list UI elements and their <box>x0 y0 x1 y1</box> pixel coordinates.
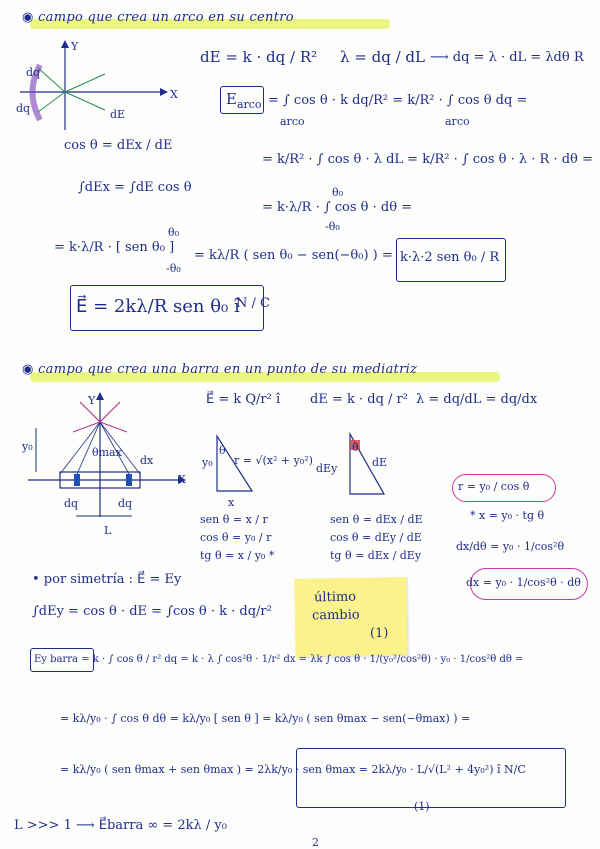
triangle-angle-label: θ <box>219 444 226 457</box>
integral-subscript: arco <box>280 115 305 128</box>
ebarra-expression: Ey barra = k · ∫ cos θ / r² dq = k · λ ∫ cos²θ · 1/r² dx = λk ∫ cos θ · 1/(y₀²/cos²θ) · y₀ · 1/cos²θ dθ = <box>34 654 524 665</box>
y-arrow-icon <box>61 40 69 48</box>
lambda-equation: λ = dq/dL = dq/dx <box>416 392 538 407</box>
trig-identity: sen θ = x / r <box>200 513 268 526</box>
earco-subscript: arco <box>236 98 262 111</box>
radius-line <box>38 68 65 92</box>
limit-expression: L >>> 1 ⟶ E⃗barra ∞ = 2kλ / y₀ <box>14 818 227 833</box>
marker-label: (1) <box>414 800 430 813</box>
ebarra-line3: = kλ/y₀ ( sen θmax + sen θmax ) = 2λk/y₀ · sen θmax = 2kλ/y₀ · L/√(L² + 4y₀²) î N/C <box>60 763 526 776</box>
triangle-angle-label: θ <box>352 441 359 454</box>
section2-title-text: campo que crea una barra en un punto de su mediatriz <box>38 362 418 377</box>
radius-line <box>38 92 65 112</box>
earco-line4b: = kλ/R ( sen θ₀ − sen(−θ₀) ) = <box>194 248 393 263</box>
ebarra-line2: = kλ/y₀ · ∫ cos θ dθ = kλ/y₀ [ sen θ ] = kλ/y₀ ( sen θmax − sen(−θmax) ) = <box>60 712 471 725</box>
sticky-note-line: cambio <box>311 607 360 624</box>
bullet-icon: ◉ <box>22 362 39 377</box>
triangle-side-label: y₀ <box>202 456 213 469</box>
de-vector <box>100 402 120 422</box>
trig-identity: sen θ = dEx / dE <box>330 513 423 526</box>
triangle-base-label: x <box>228 496 235 509</box>
de-equation: dE = k · dq / r² <box>310 392 408 407</box>
dq-element <box>74 474 80 486</box>
de-equation: dE = k · dq / R² <box>200 48 318 66</box>
axis-x-label: X <box>178 473 186 486</box>
axis-y-label: Y <box>71 40 79 53</box>
triangle-side-label: dEy <box>316 462 338 475</box>
lower-bound: -θ₀ <box>166 262 181 275</box>
dq-label: dq <box>26 66 41 79</box>
axis-x-label: X <box>170 88 178 101</box>
dq-label: dq <box>16 102 31 115</box>
dx-dtheta-eq: dx/dθ = y₀ · 1/cos²θ <box>456 540 565 553</box>
integral-subscript: arco <box>445 115 470 128</box>
earco-symbol: E <box>226 90 237 108</box>
section2-title <box>22 362 417 377</box>
dq-equation: ⟶ dq = λ · dL = λdθ R <box>430 50 584 65</box>
y-arrow-icon <box>96 392 104 400</box>
units-label: N / C <box>236 296 270 311</box>
e-vector-eq: E⃗ = k Q/r² î <box>206 392 281 407</box>
section1-title <box>22 10 294 25</box>
bullet-icon: ◉ <box>22 10 39 25</box>
dq-element <box>126 474 132 486</box>
final-result-box <box>296 748 566 808</box>
boxed-result: k·λ·2 sen θ₀ / R <box>400 250 500 265</box>
earco-line2: = k/R² · ∫ cos θ · λ dL = k/R² · ∫ cos θ · λ · R · dθ = <box>262 152 593 167</box>
upper-bound: θ₀ <box>168 226 180 239</box>
x-arrow-icon <box>160 88 168 96</box>
dx-label: dx <box>140 454 154 467</box>
dey-integral: ∫dEy = cos θ · dE = ∫cos θ · k · dq/r² <box>32 604 272 619</box>
final-field-expression: E⃗ = 2kλ/R sen θ₀ î <box>76 296 240 317</box>
page-number: 2 <box>312 836 319 849</box>
r-expression: r = y₀ / cos θ <box>458 480 530 493</box>
lower-bound: -θ₀ <box>325 220 340 233</box>
cos-definition: cos θ = dEx / dE <box>64 138 173 153</box>
lambda-equation: λ = dq / dL <box>340 48 425 66</box>
axis-y-label: Y <box>88 394 96 407</box>
de-vector <box>65 74 105 92</box>
dx-equation: dx = y₀ · 1/cos²θ · dθ <box>466 576 581 589</box>
triangle-hyp-label: dE <box>372 456 388 469</box>
sticky-note-number: (1) <box>369 625 389 642</box>
x-equation: * x = y₀ · tg θ <box>470 509 545 522</box>
dq-label: dq <box>64 497 79 510</box>
arc-diagram <box>10 40 190 150</box>
L-label: L <box>104 524 112 537</box>
y0-label: y₀ <box>22 440 33 453</box>
section1-title-text: campo que crea un arco en su centro <box>38 10 294 25</box>
trig-identity: tg θ = x / y₀ * <box>200 549 275 562</box>
earco-label <box>226 90 262 111</box>
integral-definition: ∫dEx = ∫dE cos θ <box>78 180 192 195</box>
theta-max-label: θmax <box>92 446 122 459</box>
trig-identity: cos θ = dEy / dE <box>330 531 422 544</box>
earco-line4: = k·λ/R · [ sen θ₀ ] <box>54 240 175 255</box>
dq-label: dq <box>118 497 133 510</box>
earco-line3: = k·λ/R · ∫ cos θ · dθ = <box>262 200 413 215</box>
earco-expression: = ∫ cos θ · k dq/R² = k/R² · ∫ cos θ dq = <box>268 93 528 108</box>
sticky-note-line: último <box>313 589 357 606</box>
upper-bound: θ₀ <box>332 186 344 199</box>
de-vector <box>65 92 105 110</box>
de-label: dE <box>110 108 126 121</box>
trig-identity: tg θ = dEx / dEy <box>330 549 422 562</box>
symmetry-note: • por simetría : E⃗ = Ey <box>32 572 182 587</box>
trig-identity: cos θ = y₀ / r <box>200 531 272 544</box>
triangle-hyp-label: r = √(x² + y₀²) <box>234 454 313 467</box>
